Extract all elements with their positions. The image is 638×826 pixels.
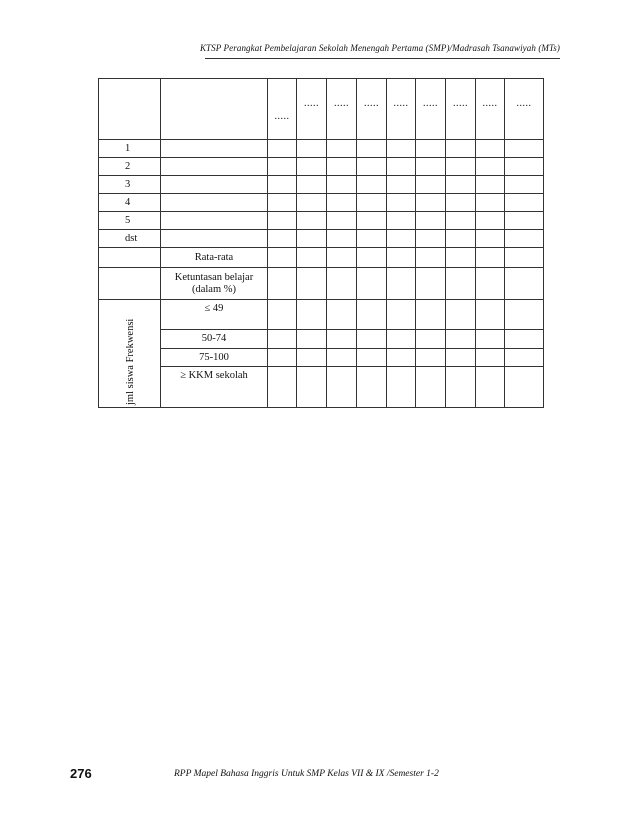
frequency-range: ≤ 49 bbox=[161, 300, 268, 330]
header-dots-cell: ..... bbox=[387, 79, 416, 140]
row-number: dst bbox=[99, 230, 161, 248]
frequency-side-label: jml siswa Frekwensi bbox=[124, 318, 136, 405]
header-dots-cell: ..... bbox=[476, 79, 505, 140]
grade-table bbox=[98, 78, 544, 408]
frequency-range: 75-100 bbox=[161, 349, 268, 367]
header-dots-cell: ..... bbox=[297, 79, 327, 140]
completion-label-line2: (dalam %) bbox=[191, 283, 237, 295]
frequency-row bbox=[99, 349, 544, 367]
frequency-range: ≥ KKM sekolah bbox=[161, 367, 268, 408]
header-blank-cell bbox=[161, 79, 268, 140]
row-number: 4 bbox=[99, 194, 161, 212]
frequency-row bbox=[99, 300, 544, 330]
frequency-row bbox=[99, 330, 544, 349]
completion-label-line1: Ketuntasan belajar bbox=[174, 271, 254, 283]
table-row bbox=[99, 176, 544, 194]
header-dots-cell: ..... bbox=[505, 79, 544, 140]
page-number: 276 bbox=[70, 766, 92, 781]
completion-row bbox=[99, 268, 544, 300]
header-blank-cell bbox=[99, 79, 161, 140]
header-dots-cell: ..... bbox=[446, 79, 476, 140]
table-row bbox=[99, 230, 544, 248]
completion-label bbox=[161, 268, 268, 300]
table-row bbox=[99, 212, 544, 230]
header-dots-cell: ..... bbox=[268, 79, 297, 140]
frequency-range: 50-74 bbox=[161, 330, 268, 349]
average-row bbox=[99, 248, 544, 268]
frequency-row bbox=[99, 367, 544, 408]
header-rule bbox=[205, 58, 560, 59]
frequency-side-cell bbox=[99, 300, 161, 408]
row-number: 2 bbox=[99, 158, 161, 176]
row-number: 3 bbox=[99, 176, 161, 194]
header-dots-cell: ..... bbox=[357, 79, 387, 140]
page-header: KTSP Perangkat Pembelajaran Sekolah Menengah Pertama (SMP)/Madrasah Tsanawiyah (MTs) bbox=[199, 43, 560, 53]
average-label: Rata-rata bbox=[161, 248, 268, 268]
header-dots-cell: ..... bbox=[327, 79, 357, 140]
table-header-row bbox=[99, 79, 544, 140]
header-dots-cell: ..... bbox=[416, 79, 446, 140]
row-number: 5 bbox=[99, 212, 161, 230]
table-row bbox=[99, 194, 544, 212]
table-row bbox=[99, 158, 544, 176]
page-footer: RPP Mapel Bahasa Inggris Untuk SMP Kelas VII & IX /Semester 1-2 bbox=[174, 769, 439, 779]
table-row bbox=[99, 140, 544, 158]
row-number: 1 bbox=[99, 140, 161, 158]
